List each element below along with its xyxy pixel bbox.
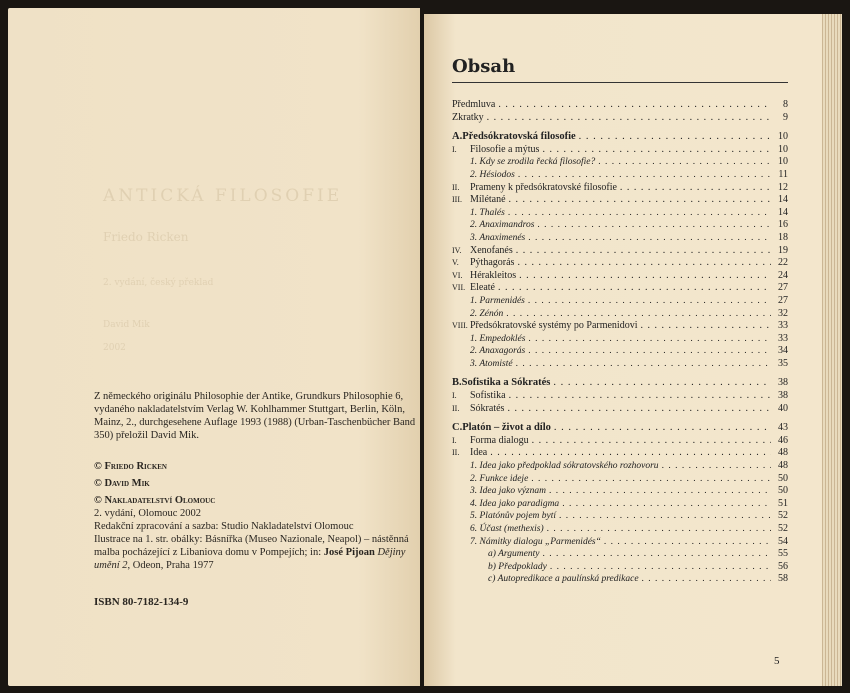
- toc-entry-page: 10: [778, 143, 788, 155]
- left-page: [8, 8, 420, 686]
- toc-entry: [452, 99, 788, 112]
- toc-entry-page: 51: [778, 497, 788, 509]
- toc-leader-dots: [562, 498, 771, 511]
- toc-entry-number: VI.: [452, 270, 463, 280]
- toc-leader-dots: [547, 523, 771, 536]
- toc-entry-label: Sókratés: [470, 402, 505, 414]
- toc-entry-page: 32: [778, 307, 788, 319]
- imprint-block: [94, 390, 420, 609]
- toc-entry: [452, 473, 788, 486]
- cover-author: José Pijoan: [323, 547, 375, 558]
- toc-entry: [452, 320, 788, 333]
- toc-entry-page: 9: [783, 111, 788, 123]
- isbn: ISBN 80-7182-134-9: [94, 596, 189, 608]
- title-rule: [452, 82, 788, 83]
- toc-entry-page: 54: [778, 535, 788, 547]
- toc-entry-page: 27: [778, 294, 788, 306]
- toc-entry-page: 14: [778, 206, 788, 218]
- toc-entry-page: 8: [783, 99, 788, 110]
- toc-entry-label: 6. Účast (methexis): [470, 524, 544, 534]
- toc-entry-number: A.: [452, 131, 463, 143]
- toc-entry: [452, 282, 788, 295]
- toc-entry: [452, 561, 788, 574]
- toc-leader-dots: [550, 561, 771, 574]
- toc-entry-number: VII.: [452, 283, 466, 293]
- toc-entry: [452, 523, 788, 536]
- copyright-translator: © David Mik: [94, 478, 150, 489]
- toc-entry-page: 33: [778, 320, 788, 332]
- toc-entry-label: Pýthagorás: [470, 257, 515, 269]
- toc-entry-number: III.: [452, 195, 462, 205]
- toc-entry: [452, 485, 788, 498]
- toc-entry: [452, 536, 788, 549]
- toc-leader-dots: [553, 377, 771, 390]
- toc-leader-dots: [542, 548, 771, 561]
- toc-entry-page: 40: [778, 402, 788, 414]
- cover-illustration-text: Ilustrace na 1. str. obálky: Básnířka (Museo Nazionale, Neapol) – nástěnná malba pocházející z Libaniova domu v Pompejích; in:: [94, 534, 409, 558]
- toc-entry-label: 2. Anaxagorás: [470, 346, 526, 357]
- toc-leader-dots: [517, 257, 771, 270]
- toc-entry-page: 38: [778, 377, 788, 389]
- toc-entry-label: 2. Hésiodos: [470, 169, 515, 180]
- toc-entry-label: 1. Parmenidés: [470, 295, 525, 306]
- toc-entry-label: 2. Funkce ideje: [470, 473, 529, 484]
- page-edges: [822, 14, 842, 686]
- edition-line: 2. vydání, Olomouc 2002: [94, 508, 202, 519]
- toc-entry-page: 24: [778, 269, 788, 281]
- toc-leader-dots: [542, 144, 771, 157]
- show-through-translator: David Mik: [103, 320, 150, 330]
- toc-entry-label: Platón – život a dílo: [462, 422, 551, 434]
- toc-entry: [452, 403, 788, 416]
- page-number: 5: [774, 655, 780, 667]
- toc-entry: [452, 270, 788, 283]
- toc-leader-dots: [642, 573, 771, 586]
- toc-entry: [452, 169, 788, 182]
- typesetting-line: Redakční zpracování a sazba: Studio Nakladatelství Olomouc: [94, 521, 354, 532]
- toc-entry: [452, 333, 788, 346]
- toc-entry-label: Hérakleitos: [470, 269, 517, 281]
- toc-leader-dots: [509, 194, 771, 207]
- table-of-contents: [452, 99, 788, 586]
- toc-entry-label: 3. Atomisté: [470, 358, 513, 369]
- toc-entry-page: 22: [778, 257, 788, 269]
- toc-leader-dots: [506, 308, 771, 321]
- toc-entry: [452, 194, 788, 207]
- toc-leader-dots: [516, 245, 771, 258]
- toc-entry: [452, 358, 788, 371]
- toc-leader-dots: [604, 536, 771, 549]
- toc-leader-dots: [498, 282, 771, 295]
- toc-entry: [452, 112, 788, 125]
- toc-entry-number: IV.: [452, 245, 462, 255]
- toc-entry-label: c) Autopredikace a paulínská predikace: [488, 574, 639, 585]
- toc-entry-page: 50: [778, 485, 788, 497]
- toc-leader-dots: [528, 232, 771, 245]
- toc-entry-label: 1. Idea jako předpoklad sókratovského rozhovoru: [470, 461, 659, 472]
- toc-entry-page: 34: [778, 345, 788, 357]
- show-through-edition: 2. vydání, český překlad: [103, 278, 214, 288]
- toc-entry-label: Sofistika a Sókratés: [461, 377, 551, 389]
- toc-entry-label: 4. Idea jako paradigma: [470, 498, 560, 509]
- cover-work: Dějiny umění 2: [94, 547, 406, 571]
- toc-entry-label: 7. Námitky dialogu „Parmenidés“: [470, 536, 601, 547]
- toc-entry-page: 12: [778, 181, 788, 193]
- toc-entry-number: V.: [452, 258, 459, 268]
- toc-entry-label: Mílétané: [470, 194, 506, 206]
- toc-leader-dots: [598, 156, 771, 169]
- toc-entry-label: 3. Anaximenés: [470, 232, 526, 243]
- toc-leader-dots: [528, 295, 771, 308]
- toc-entry-page: 50: [778, 472, 788, 484]
- toc-entry-number: B.: [452, 377, 462, 389]
- toc-entry-page: 14: [778, 194, 788, 206]
- show-through-author: Friedo Ricken: [103, 230, 189, 244]
- toc-entry-page: 55: [778, 548, 788, 560]
- toc-entry: [452, 498, 788, 511]
- toc-entry-page: 27: [778, 282, 788, 294]
- toc-leader-dots: [532, 435, 771, 448]
- copyright-publisher: © Nakladatelství Olomouc: [94, 495, 216, 506]
- toc-entry-page: 48: [778, 460, 788, 472]
- toc-entry-page: 35: [778, 357, 788, 369]
- toc-entry: [452, 548, 788, 561]
- toc-entry-number: I.: [452, 435, 457, 445]
- toc-entry-page: 46: [778, 434, 788, 446]
- toc-entry: [452, 345, 788, 358]
- toc-entry-label: a) Argumenty: [488, 549, 540, 560]
- show-through-title: ANTICKÁ FILOSOFIE: [103, 186, 343, 206]
- toc-entry-label: Forma dialogu: [470, 434, 529, 446]
- toc-entry: [452, 447, 788, 460]
- toc-leader-dots: [507, 403, 771, 416]
- toc-entry-number: II.: [452, 403, 460, 413]
- toc-leader-dots: [516, 358, 771, 371]
- toc-leader-dots: [620, 182, 771, 195]
- toc-entry-page: 10: [778, 131, 788, 143]
- cover-publisher: , Odeon, Praha 1977: [127, 560, 214, 571]
- toc-entry: [452, 308, 788, 321]
- toc-leader-dots: [554, 422, 771, 435]
- toc-entry-label: 3. Idea jako význam: [470, 486, 546, 497]
- toc-entry: [452, 245, 788, 258]
- toc-entry: [452, 295, 788, 308]
- toc-entry: [452, 219, 788, 232]
- toc-leader-dots: [509, 390, 771, 403]
- toc-leader-dots: [549, 485, 771, 498]
- toc-entry: [452, 156, 788, 169]
- toc-entry-page: 10: [778, 156, 788, 168]
- toc-entry-page: 16: [778, 219, 788, 231]
- toc-entry: [452, 510, 788, 523]
- toc-entry-number: C.: [452, 422, 463, 434]
- copyright-author: © Friedo Ricken: [94, 461, 167, 472]
- toc-leader-dots: [640, 320, 771, 333]
- toc-leader-dots: [559, 510, 771, 523]
- toc-entry-page: 52: [778, 510, 788, 522]
- toc-leader-dots: [519, 270, 771, 283]
- toc-entry-label: Sofistika: [470, 390, 506, 402]
- toc-entry: [452, 377, 788, 390]
- toc-entry-page: 43: [778, 422, 788, 434]
- toc-entry-label: Předsókratovská filosofie: [462, 131, 576, 143]
- toc-entry-number: II.: [452, 182, 460, 192]
- toc-leader-dots: [487, 112, 771, 125]
- toc-entry-label: Eleaté: [470, 282, 495, 294]
- toc-entry-label: Předmluva: [452, 99, 496, 110]
- right-page: [424, 14, 822, 686]
- toc-entry-label: Předsókratovské systémy po Parmenidovi: [470, 320, 638, 332]
- toc-entry-label: b) Předpoklady: [488, 561, 547, 572]
- toc-entry-label: Filosofie a mýtus: [470, 143, 540, 155]
- toc-entry: [452, 257, 788, 270]
- toc-leader-dots: [528, 333, 771, 346]
- toc-entry: [452, 232, 788, 245]
- show-through-year: 2002: [103, 343, 126, 353]
- toc-entry-label: Xenofanés: [470, 244, 513, 256]
- toc-leader-dots: [531, 473, 771, 486]
- toc-entry-label: 2. Anaximandros: [470, 220, 535, 231]
- toc-entry-number: VIII.: [452, 321, 468, 331]
- cover-illustration-line: [94, 533, 420, 572]
- toc-leader-dots: [662, 460, 771, 473]
- toc-leader-dots: [528, 345, 771, 358]
- toc-entry-page: 19: [778, 244, 788, 256]
- toc-entry-page: 18: [778, 231, 788, 243]
- toc-entry-number: I.: [452, 144, 457, 154]
- toc-entry: [452, 390, 788, 403]
- toc-entry: [452, 144, 788, 157]
- toc-entry: [452, 131, 788, 144]
- toc-entry: [452, 460, 788, 473]
- toc-leader-dots: [508, 207, 771, 220]
- toc-entry-label: Prameny k předsókratovské filosofie: [470, 181, 617, 193]
- toc-entry-page: 52: [778, 523, 788, 534]
- toc-entry-label: 5. Platónův pojem bytí: [470, 511, 557, 522]
- toc-entry-label: Zkratky: [452, 111, 484, 123]
- translation-note: Z německého originálu Philosophie der Antike, Grundkurs Philosophie 6, vydaného nakladatelstvím Verlag W. Kohlhammer Stuttgart, Berlin, Köln, Mainz, 2., durchgesehene Auflage 1993 (1988) (Urban-Taschenbücher Band 350) přeložil David Mik.: [94, 391, 416, 441]
- toc-entry-label: 1. Empedoklés: [470, 333, 526, 344]
- toc-leader-dots: [498, 99, 771, 112]
- toc-entry-label: 1. Thalés: [470, 207, 505, 218]
- toc-entry-page: 11: [778, 168, 788, 180]
- toc-entry: [452, 207, 788, 220]
- toc-entry: [452, 435, 788, 448]
- toc-entry: [452, 422, 788, 435]
- toc-leader-dots: [579, 131, 771, 144]
- toc-leader-dots: [518, 169, 771, 182]
- toc-entry-label: 2. Zénón: [470, 308, 504, 319]
- page-title: Obsah: [452, 56, 516, 77]
- toc-entry-number: I.: [452, 391, 457, 401]
- toc-entry-page: 33: [778, 332, 788, 344]
- toc-leader-dots: [537, 219, 771, 232]
- toc-entry: [452, 573, 788, 586]
- toc-entry-page: 56: [778, 560, 788, 572]
- toc-entry: [452, 182, 788, 195]
- toc-entry-page: 58: [778, 573, 788, 585]
- toc-entry-page: 48: [778, 447, 788, 459]
- toc-entry-page: 38: [778, 390, 788, 402]
- toc-entry-label: Idea: [470, 447, 488, 459]
- toc-entry-label: 1. Kdy se zrodila řecká filosofie?: [470, 157, 596, 168]
- toc-entry-number: II.: [452, 448, 460, 458]
- toc-leader-dots: [490, 447, 771, 460]
